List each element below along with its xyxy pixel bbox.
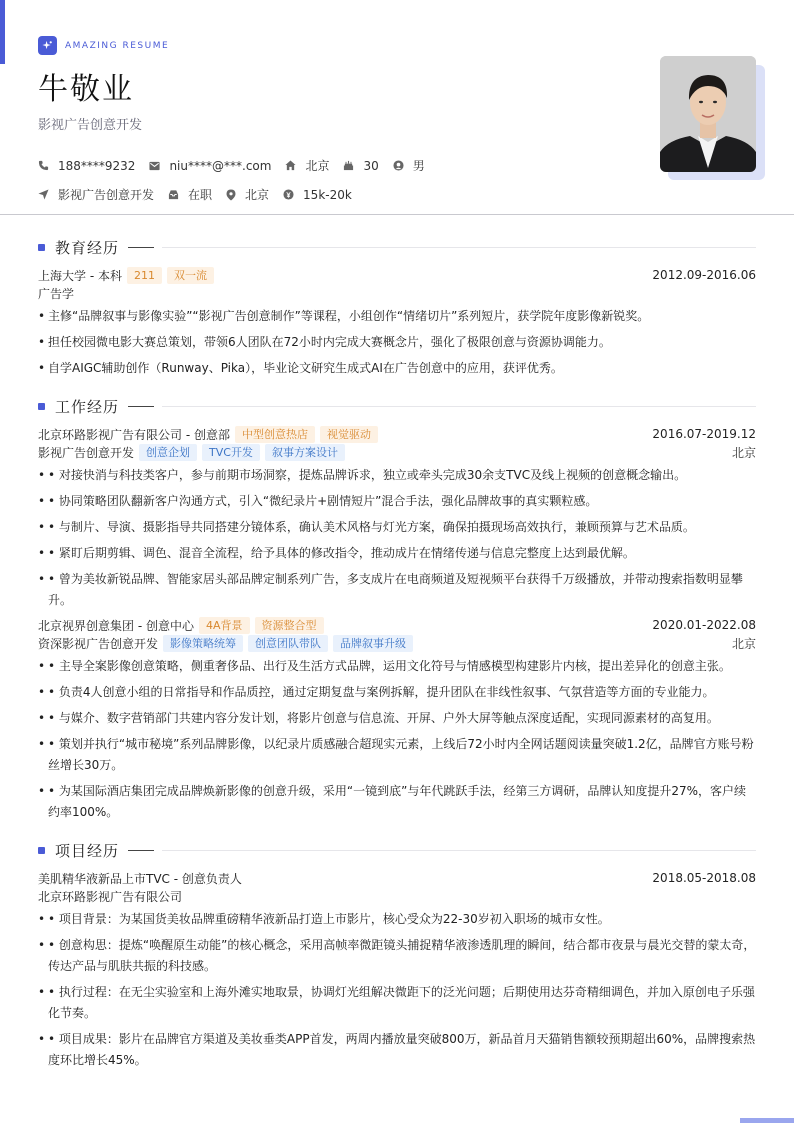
list-item: • • 主导全案影像创意策略，侧重奢侈品、出行及生活方式品牌，运用文化符号与情感模型构建影片内核，提出差异化的创意主张。 (38, 656, 756, 677)
work-section (38, 395, 756, 823)
intention-text: 影视广告创意开发 (58, 188, 155, 202)
skill-tag: 影像策略统筹 (163, 635, 243, 652)
project-section (38, 839, 756, 1071)
skill-tag: TVC开发 (202, 444, 260, 461)
project-company: 北京环路影视广告有限公司 (38, 889, 183, 904)
project-details (38, 909, 756, 1071)
education-row (38, 266, 756, 284)
education-tag: 211 (127, 267, 162, 284)
list-item: • • 创意构思：提炼“唤醒原生动能”的核心概念，采用高帧率微距镜头捕捉精华液渗透肌理的瞬间，结合都市夜景与晨光交替的蒙太奇，传达产品与肌肤共振的科技感。 (38, 935, 756, 977)
job-entry (38, 616, 756, 823)
send-icon (38, 189, 49, 200)
skill-tag: 叙事方案设计 (265, 444, 345, 461)
list-item: • 自学AIGC辅助创作（Runway、Pika），毕业论文研究生成式AI在广告创意中的应用，获评优秀。 (38, 358, 756, 379)
project-date: 2018.05-2018.08 (652, 871, 756, 885)
job-city: 北京 (731, 445, 756, 460)
job-city: 北京 (731, 636, 756, 651)
intention-row (38, 186, 758, 203)
list-item: • • 紧盯后期剪辑、调色、混音全流程，给予具体的修改指令，推动成片在情绪传递与信息完整度上达到最优解。 (38, 543, 756, 564)
job-entry (38, 425, 756, 611)
gender-text: 男 (412, 159, 425, 173)
candidate-name: 牛敬业 (38, 72, 134, 107)
city-item (226, 186, 269, 203)
contact-row (38, 157, 758, 174)
salary-item (283, 188, 352, 202)
job-duties (38, 656, 756, 823)
section-title: 教育经历 (55, 238, 120, 257)
education-date: 2012.09-2016.06 (652, 268, 756, 282)
email-text: niu****@***.com (169, 158, 272, 173)
status-item (168, 186, 212, 203)
list-item: • • 执行过程：在无尘实验室和上海外滩实地取景，协调灯光组解决微距下的泛光问题；后期使用达芬奇精细调色，并加入原创电子乐强化节奏。 (38, 982, 756, 1024)
age-item (343, 159, 378, 173)
project-name: 美肌精华液新品上市TVC - 创意负责人 (38, 871, 242, 886)
company-tag: 视觉驱动 (320, 426, 378, 443)
job-role: 影视广告创意开发 (38, 445, 135, 460)
company-tag: 资源整合型 (255, 617, 324, 634)
list-item: • • 策划并执行“城市秘境”系列品牌影像，以纪录片质感融合超现实元素，上线后72小时内全网话题阅读量突破1.2亿，品牌官方账号粉丝增长30万。 (38, 734, 756, 776)
candidate-position: 影视广告创意开发 (38, 118, 143, 133)
job-date: 2016.07-2019.12 (652, 427, 756, 441)
gender-icon (393, 160, 404, 171)
brand-text: AMAZING RESUME (65, 40, 170, 51)
job-role: 资深影视广告创意开发 (38, 636, 159, 651)
mail-icon (149, 161, 160, 171)
list-item: • 担任校园微电影大赛总策划，带领6人团队在72小时内完成大赛概念片，强化了极限创意与资源协调能力。 (38, 332, 756, 353)
skill-tag: 创意团队带队 (248, 635, 328, 652)
email-item (149, 159, 271, 173)
status-text: 在职 (188, 188, 213, 202)
phone-item (38, 159, 135, 173)
major-row (38, 284, 756, 302)
education-list (38, 306, 756, 379)
list-item: • • 与媒介、数字营销部门共建内容分发计划，将影片创意与信息流、开屏、户外大屏等触点深度适配，实现同源素材的高复用。 (38, 708, 756, 729)
education-section (38, 236, 756, 379)
list-item: • 主修“品牌叙事与影像实验”“影视广告创意制作”等课程，小组创作“情绪切片”系列短片，获学院年度影像新锐奖。 (38, 306, 756, 327)
job-date: 2020.01-2022.08 (652, 618, 756, 632)
list-item: • • 项目成果：影片在品牌官方渠道及美妆垂类APP首发，两周内播放量突破800万，新品首月天猫销售额较预期超出60%，品牌搜索热度环比增长45%。 (38, 1029, 756, 1071)
intention-item (38, 186, 154, 203)
salary-text: 15k-20k (303, 187, 352, 202)
hometown-text: 北京 (305, 159, 330, 173)
list-item: • • 项目背景：为某国货美妆品牌重磅精华液新品打造上市影片，核心受众为22-30岁初入职场的城市女性。 (38, 909, 756, 930)
city-text: 北京 (245, 188, 270, 202)
cake-icon (343, 160, 354, 171)
hometown-item (285, 157, 329, 174)
list-item: • • 协同策略团队翻新客户沟通方式，引入“微纪录片+剧情短片”混合手法，强化品牌故事的真实颗粒感。 (38, 491, 756, 512)
brand (38, 36, 758, 55)
section-title: 项目经历 (55, 841, 120, 860)
money-icon (283, 189, 294, 200)
phone-icon (38, 160, 49, 171)
inbox-icon (168, 189, 179, 200)
project-heading (38, 839, 756, 861)
company-name: 北京环路影视广告有限公司 - 创意部 (38, 427, 230, 442)
education-heading (38, 236, 756, 258)
gender-item (393, 157, 425, 174)
job-duties (38, 465, 756, 611)
skill-tag: 创意企划 (139, 444, 197, 461)
list-item: • • 曾为美妆新锐品牌、智能家居头部品牌定制系列广告，多支成片在电商频道及短视频平台获得千万级播放，并带动搜索指数明显攀升。 (38, 569, 756, 611)
phone-text: 188****9232 (58, 158, 136, 173)
location-icon (226, 189, 236, 201)
list-item: • • 与制片、导演、摄影指导共同搭建分镜体系，确认美术风格与灯光方案，确保拍摄现场高效执行，兼顾预算与艺术品质。 (38, 517, 756, 538)
footer-accent-bar (740, 1118, 794, 1123)
resume-content (38, 236, 756, 1087)
work-heading (38, 395, 756, 417)
major: 广告学 (38, 286, 75, 301)
company-tag: 4A背景 (199, 617, 250, 634)
skill-tag: 品牌叙事升级 (333, 635, 413, 652)
list-item: • • 负责4人创意小组的日常指导和作品质控，通过定期复盘与案例拆解，提升团队在非线性叙事、气氛营造等方面的专业能力。 (38, 682, 756, 703)
accent-bar (0, 0, 5, 64)
resume-header (38, 36, 758, 203)
age-text: 30 (363, 158, 379, 173)
header-divider (0, 214, 794, 215)
company-tag: 中型创意热店 (235, 426, 315, 443)
sparkle-icon (38, 36, 57, 55)
education-tag: 双一流 (167, 267, 214, 284)
school-name: 上海大学 - 本科 (38, 268, 122, 283)
company-name: 北京视界创意集团 - 创意中心 (38, 618, 194, 633)
list-item: • • 为某国际酒店集团完成品牌焕新影像的创意升级，采用“一镜到底”与年代跳跃手法，经第三方调研，品牌认知度提升27%，客户续约率100%。 (38, 781, 756, 823)
list-item: • • 对接快消与科技类客户，参与前期市场洞察，提炼品牌诉求，独立或牵头完成30余支TVC及线上视频的创意概念输出。 (38, 465, 756, 486)
home-icon (285, 160, 296, 171)
section-title: 工作经历 (55, 397, 120, 416)
